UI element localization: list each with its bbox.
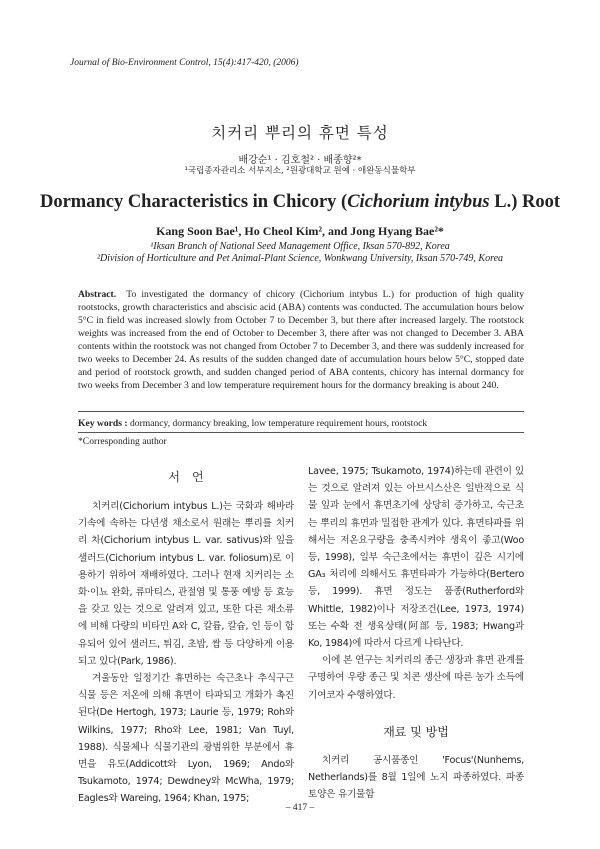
intro-paragraph-4: 이에 본 연구는 치커리의 종근 생장과 휴면 관계를 구명하여 우량 종근 및 치콘 생산에 따른 농가 소득에 기여코자 수행하였다. <box>308 655 524 701</box>
keywords <box>78 418 524 429</box>
abstract-label: Abstract. <box>78 289 117 300</box>
keywords-label: Key words : <box>78 418 128 429</box>
abstract <box>78 288 524 392</box>
english-title-species: Cichorium intybus <box>347 192 490 212</box>
abstract-text: To investigated the dormancy of chicory (Cichorium intybus L.) for production of high quality rootstocks, growth characteristics and abscisic acid (ABA) contents was conducted. The accumulation hours below 5°C in field was increased slowly from October 7 to December 3, but there after increased largely. The rootstock weights was increased from the end of October to December 3, there after was not changed to December 3. ABA contents within the rootstock was not changed from October 7 to December 3, and there was suddenly increased for two weeks to December 24. As results of the sudden changed date of accumulation hours below 5°C, stopped date and period of rootstock growth, and sudden changed period of ABA contents, chicory has internal dormancy for two weeks from December 3 and low temperature requirement hours for the dormancy breaking is about 240. <box>78 289 525 391</box>
korean-affiliations: ¹국립종자관리소 서부지소, ²원광대학교 원예 · 애완동식물학부 <box>184 166 416 176</box>
left-column <box>78 498 294 808</box>
intro-paragraph-1: 치커리(Cichorium intybus L.)는 국화과 해바라기속에 속하는 다년생 채소로서 원래는 뿌리를 치커리 차(Cichorium intybus L. var. sativus)와 잎을 샐러드(Cichorium intybus L. var. foliosum)로 이용하기 위하여 재배하였다. 그러나 현재 치커리는 소화·이뇨 완화, 류마티스, 관절염 및 통풍 예방 등 효능을 갖고 있는 것으로 알려져 있고, 또한 다른 채소류에 비해 다량의 비타민 A와 C, 칼륨, 칼슘, 인 등이 함유되어 있어 샐러드, 튀김, 초밥, 쌈 등 다양하게 이용되고 있다(Park, 1986). <box>78 501 294 667</box>
keywords-text: dormancy, dormancy breaking, low temperature requirement hours, rootstock <box>129 418 428 429</box>
divider-bottom <box>78 432 524 433</box>
section-heading-introduction: 서 언 <box>168 470 204 484</box>
english-affiliation-1: ¹Iksan Branch of National Seed Management Office, Iksan 570-892, Korea <box>150 241 450 252</box>
korean-title: 치커리 뿌리의 휴면 특성 <box>211 124 389 142</box>
divider-top <box>78 411 524 412</box>
english-authors: Kang Soon Bae¹, Ho Cheol Kim², and Jong Hyang Bae²* <box>156 224 444 238</box>
english-title-post: L.) Root <box>489 192 561 212</box>
intro-paragraph-2: 겨울동안 일정기간 휴면하는 숙근초나 추식구근 식물 등은 저온에 의해 휴면이 타파되고 개화가 촉진된다(De Hertogh, 1973; Laurie 등, 1979; Roh와 Wilkins, 1977; Rho와 Lee, 1981; Van Tuyl, 1988). 식물체나 식물기관의 광범위한 부분에서 휴면을 유도(Addicott와 Lyon, 1969; Ando와 Tsukamoto, 1974; Dewdney와 McWha, 1979; Eagles와 Wareing, 1964; Khan, 1975; <box>78 673 294 805</box>
methods-paragraph-1: 치커리 공시품종인 'Focus'(Nunhems, Netherlands)를 8월 1일에 노지 파종하였다. 파종 토양은 유기물함 <box>308 755 524 801</box>
english-title-pre: Dormancy Characteristics in Chicory ( <box>39 192 348 212</box>
intro-paragraph-3: Lavee, 1975; Tsukamoto, 1974)하는데 관련이 있는 것으로 알려져 있는 아브시스산은 일반적으로 식물 잎과 눈에서 휴면초기에 상당히 증가하고, 숙근초는 뿌리의 휴면과 밀접한 관계가 있다. 휴면타파를 위해서는 저온요구량을 충족시켜야 생육이 좋고(Woo 등, 1998), 일부 숙근초에서는 휴면이 깊은 시기에 GA₃ 처리에 의해서도 휴면타파가 가능하다(Bertero 등, 1999). 휴면 정도는 품종(Rutherford와 Whittle, 1982)이나 저장조건(Lee, 1973, 1974) 또는 수확 전 생육상태(阿部 등, 1983; Hwang과 Ko, 1984)에 따라서 다르게 나타난다. <box>308 466 524 650</box>
section-heading-methods: 재료 및 방법 <box>383 725 449 739</box>
journal-citation: Journal of Bio-Environment Control, 15(4):417-420, (2006) <box>70 58 299 68</box>
corresponding-author-note: *Corresponding author <box>78 436 167 447</box>
right-column <box>308 463 524 704</box>
korean-authors: 배강순¹ · 김호철² · 배종향²* <box>238 155 362 166</box>
page-number: – 417 – <box>285 803 315 813</box>
methods-paragraph <box>308 752 524 804</box>
english-affiliation-2: ²Division of Horticulture and Pet Animal-Plant Science, Wonkwang University, Iksan 570-749, Korea <box>96 253 504 264</box>
english-title <box>0 192 600 213</box>
